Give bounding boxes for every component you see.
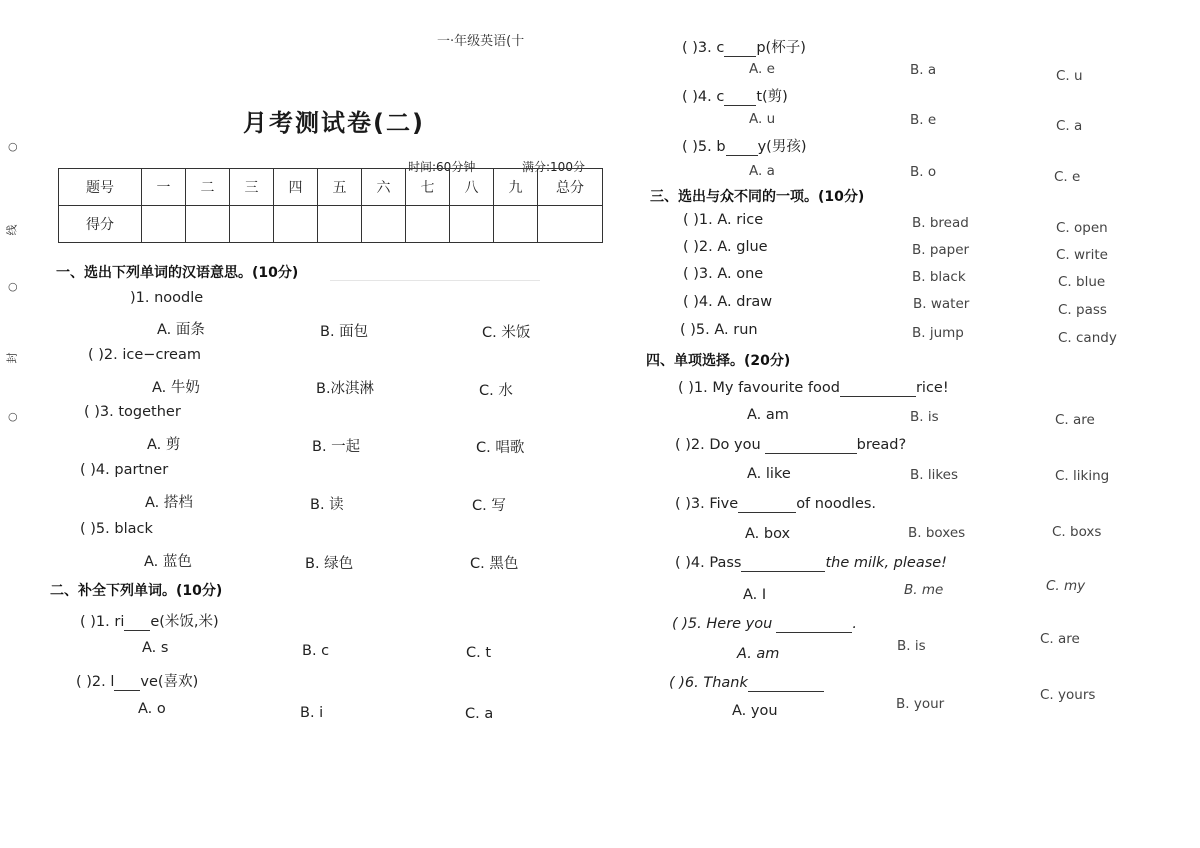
binding-margin (6, 140, 20, 500)
s4-q4-option-a[interactable]: A. I (743, 587, 767, 603)
s4-q6-option-a[interactable]: A. you (732, 703, 778, 719)
s4-q3-prefix: ( )3. Five (675, 496, 739, 512)
s4-q5-stem (672, 616, 857, 633)
s2-q2-option-a[interactable]: A. o (138, 701, 166, 717)
s2-q3-option-c[interactable]: C. u (1056, 68, 1083, 84)
s4-q1-option-c[interactable]: C. are (1055, 412, 1095, 428)
s2-q4-stem (682, 85, 788, 106)
s4-q6-prefix: ( )6. Thank (669, 675, 748, 691)
s1-q5-option-a[interactable]: A. 蓝色 (144, 554, 192, 570)
binding-circle: ○ (8, 410, 18, 423)
s4-q6-stem (669, 675, 824, 692)
s1-q4-option-b[interactable]: B. 读 (310, 497, 344, 513)
s3-q2-option-c[interactable]: C. write (1056, 247, 1108, 263)
score-cell[interactable] (230, 206, 274, 243)
score-table-header-row (59, 169, 603, 206)
s2-q3-option-a[interactable]: A. e (749, 61, 775, 77)
row-header-question-no: 题号 (59, 169, 142, 206)
score-cell[interactable] (186, 206, 230, 243)
col-2: 二 (186, 169, 230, 206)
s1-q4-option-c[interactable]: C. 写 (472, 498, 506, 514)
s4-q2-option-a[interactable]: A. like (747, 466, 791, 482)
col-5: 五 (318, 169, 362, 206)
s2-q4-blank[interactable] (724, 89, 756, 106)
s2-q2-blank[interactable] (114, 674, 140, 691)
s1-q5-option-b[interactable]: B. 绿色 (305, 556, 354, 572)
s4-q6-option-c[interactable]: C. yours (1040, 687, 1096, 703)
s2-q5-blank[interactable] (726, 139, 758, 156)
section4-title: 四、单项选择。(20分) (646, 353, 791, 369)
s2-q1-suffix: e(米饭,米) (150, 614, 219, 630)
score-table-score-row (59, 206, 603, 243)
s2-q1-prefix: ( )1. ri (80, 614, 125, 630)
s2-q1-option-c[interactable]: C. t (466, 645, 492, 661)
s4-q4-blank[interactable] (741, 555, 825, 572)
s3-q3-option-b[interactable]: B. black (912, 269, 966, 285)
s3-q5-option-b[interactable]: B. jump (912, 325, 964, 341)
page-title: 月考测试卷(二) (243, 109, 425, 137)
score-cell[interactable] (362, 206, 406, 243)
s4-q3-stem (675, 496, 876, 513)
col-1: 一 (142, 169, 186, 206)
s3-q3-option-c[interactable]: C. blue (1058, 274, 1106, 290)
score-cell[interactable] (142, 206, 186, 243)
section2-title: 二、补全下列单词。(10分) (50, 583, 223, 599)
s1-q3-option-c[interactable]: C. 唱歌 (476, 440, 525, 456)
s2-q5-prefix: ( )5. b (682, 139, 726, 155)
binding-glyph-line: 线 (5, 224, 19, 236)
s2-q2-prefix: ( )2. l (76, 674, 115, 690)
s4-q2-stem (675, 437, 906, 454)
s2-q1-blank[interactable] (124, 614, 150, 631)
s4-q5-option-b[interactable]: B. is (897, 638, 926, 654)
s4-q2-suffix: bread? (856, 437, 907, 453)
s4-q2-blank[interactable] (765, 437, 857, 454)
s4-q3-blank[interactable] (738, 496, 796, 513)
s1-q1-option-b[interactable]: B. 面包 (320, 324, 369, 340)
binding-circle: ○ (8, 140, 18, 153)
s3-q2-stem[interactable]: ( )2. A. glue (683, 239, 768, 255)
s1-q2-stem: ( )2. ice−cream (88, 347, 201, 363)
s1-q2-option-a[interactable]: A. 牛奶 (152, 380, 200, 396)
s4-q5-option-a[interactable]: A. am (737, 646, 780, 662)
s4-q5-option-c[interactable]: C. are (1040, 631, 1080, 647)
score-cell[interactable] (406, 206, 450, 243)
time-label: 时间:60分钟 (408, 160, 476, 174)
section1-title: 一、选出下列单词的汉语意思。(10分) (56, 265, 299, 281)
s3-q5-option-c[interactable]: C. candy (1058, 330, 1117, 346)
col-3: 三 (230, 169, 274, 206)
s1-q2-option-b[interactable]: B.冰淇淋 (316, 381, 375, 397)
s2-q3-stem (682, 36, 806, 57)
s2-q5-suffix: y(男孩) (757, 139, 807, 155)
s1-q3-stem: ( )3. together (84, 404, 181, 420)
s4-q1-blank[interactable] (840, 380, 916, 397)
score-cell[interactable] (274, 206, 318, 243)
s2-q2-option-c[interactable]: C. a (465, 706, 494, 722)
s4-q1-option-b[interactable]: B. is (910, 409, 939, 425)
s4-q1-option-a[interactable]: A. am (747, 407, 789, 423)
s3-q5-stem[interactable]: ( )5. A. run (680, 322, 758, 338)
s4-q5-prefix: ( )5. Here you (672, 616, 773, 632)
s4-q6-blank[interactable] (748, 675, 824, 692)
s2-q2-suffix: ve(喜欢) (140, 674, 199, 690)
s2-q4-option-a[interactable]: A. u (749, 111, 776, 127)
s2-q5-option-c[interactable]: C. e (1054, 169, 1081, 185)
s4-q4-prefix: ( )4. Pass (675, 555, 742, 571)
s2-q4-prefix: ( )4. c (682, 89, 725, 105)
s1-q4-option-a[interactable]: A. 搭档 (145, 495, 193, 511)
score-cell[interactable] (538, 206, 603, 243)
row-header-score: 得分 (59, 206, 142, 243)
score-cell[interactable] (494, 206, 538, 243)
col-4: 四 (274, 169, 318, 206)
score-cell[interactable] (450, 206, 494, 243)
s2-q4-option-c[interactable]: C. a (1056, 118, 1083, 134)
s4-q2-option-c[interactable]: C. liking (1055, 468, 1110, 484)
s4-q4-option-b[interactable]: B. me (904, 582, 944, 598)
s3-q4-option-b[interactable]: B. water (913, 296, 970, 312)
faint-rule (330, 280, 540, 281)
s2-q1-stem (80, 610, 219, 631)
s4-q1-stem (678, 380, 949, 397)
s3-q1-option-c[interactable]: C. open (1056, 220, 1108, 236)
s2-q3-blank[interactable] (724, 40, 756, 57)
s2-q2-stem (76, 670, 198, 691)
s3-q2-option-b[interactable]: B. paper (912, 242, 970, 258)
s4-q3-option-c[interactable]: C. boxs (1052, 524, 1102, 540)
s3-q1-stem[interactable]: ( )1. A. rice (683, 212, 764, 228)
s2-q5-option-b[interactable]: B. o (910, 164, 937, 180)
s3-q4-stem[interactable]: ( )4. A. draw (683, 294, 773, 310)
score-table (58, 168, 603, 243)
s4-q3-option-a[interactable]: A. box (745, 526, 791, 542)
cut-off-header-text: 一·年级英语(十 (437, 34, 525, 49)
s2-q3-option-b[interactable]: B. a (910, 62, 937, 78)
s4-q3-option-b[interactable]: B. boxes (908, 525, 966, 541)
s1-q2-option-c[interactable]: C. 水 (479, 383, 513, 399)
s2-q3-suffix: p(杯子) (756, 40, 806, 56)
s4-q1-suffix: rice! (915, 380, 949, 396)
col-9: 九 (494, 169, 538, 206)
s1-q1-option-c[interactable]: C. 米饭 (482, 325, 531, 341)
col-7: 七 (406, 169, 450, 206)
s4-q6-option-b[interactable]: B. your (896, 696, 945, 712)
s1-q5-option-c[interactable]: C. 黑色 (470, 556, 519, 572)
s2-q1-option-b[interactable]: B. c (302, 643, 330, 659)
s2-q3-prefix: ( )3. c (682, 40, 725, 56)
s4-q2-prefix: ( )2. Do you (675, 437, 761, 453)
s3-q4-option-c[interactable]: C. pass (1058, 302, 1107, 318)
s1-q1-stem: )1. noodle (130, 290, 204, 306)
s4-q5-suffix: . (852, 616, 857, 632)
s2-q5-stem (682, 135, 806, 156)
s4-q3-suffix: of noodles. (796, 496, 877, 512)
s2-q2-option-b[interactable]: B. i (300, 705, 324, 721)
s4-q4-stem (675, 555, 947, 572)
s2-q4-suffix: t(剪) (756, 89, 788, 105)
s4-q4-suffix: the milk, please! (825, 555, 947, 571)
s1-q1-option-a[interactable]: A. 面条 (157, 322, 205, 338)
binding-glyph-seal: 封 (5, 352, 19, 364)
s1-q3-option-a[interactable]: A. 剪 (147, 437, 181, 453)
col-total: 总分 (538, 169, 603, 206)
s1-q3-option-b[interactable]: B. 一起 (312, 439, 361, 455)
s3-q3-stem[interactable]: ( )3. A. one (683, 266, 764, 282)
full-marks-label: 满分:100分 (522, 160, 585, 174)
s4-q5-blank[interactable] (776, 616, 852, 633)
s1-q4-stem: ( )4. partner (80, 462, 169, 478)
s1-q5-stem: ( )5. black (80, 521, 153, 537)
binding-circle: ○ (8, 280, 18, 293)
s4-q2-option-b[interactable]: B. likes (910, 467, 959, 483)
score-cell[interactable] (318, 206, 362, 243)
s2-q4-option-b[interactable]: B. e (910, 112, 937, 128)
s2-q5-option-a[interactable]: A. a (749, 163, 775, 179)
s2-q1-option-a[interactable]: A. s (142, 640, 169, 656)
section3-title: 三、选出与众不同的一项。(10分) (650, 189, 865, 205)
col-6: 六 (362, 169, 406, 206)
col-8: 八 (450, 169, 494, 206)
s3-q1-option-b[interactable]: B. bread (912, 215, 969, 231)
s4-q4-option-c[interactable]: C. my (1046, 578, 1086, 594)
s4-q1-prefix: ( )1. My favourite food (678, 380, 840, 396)
